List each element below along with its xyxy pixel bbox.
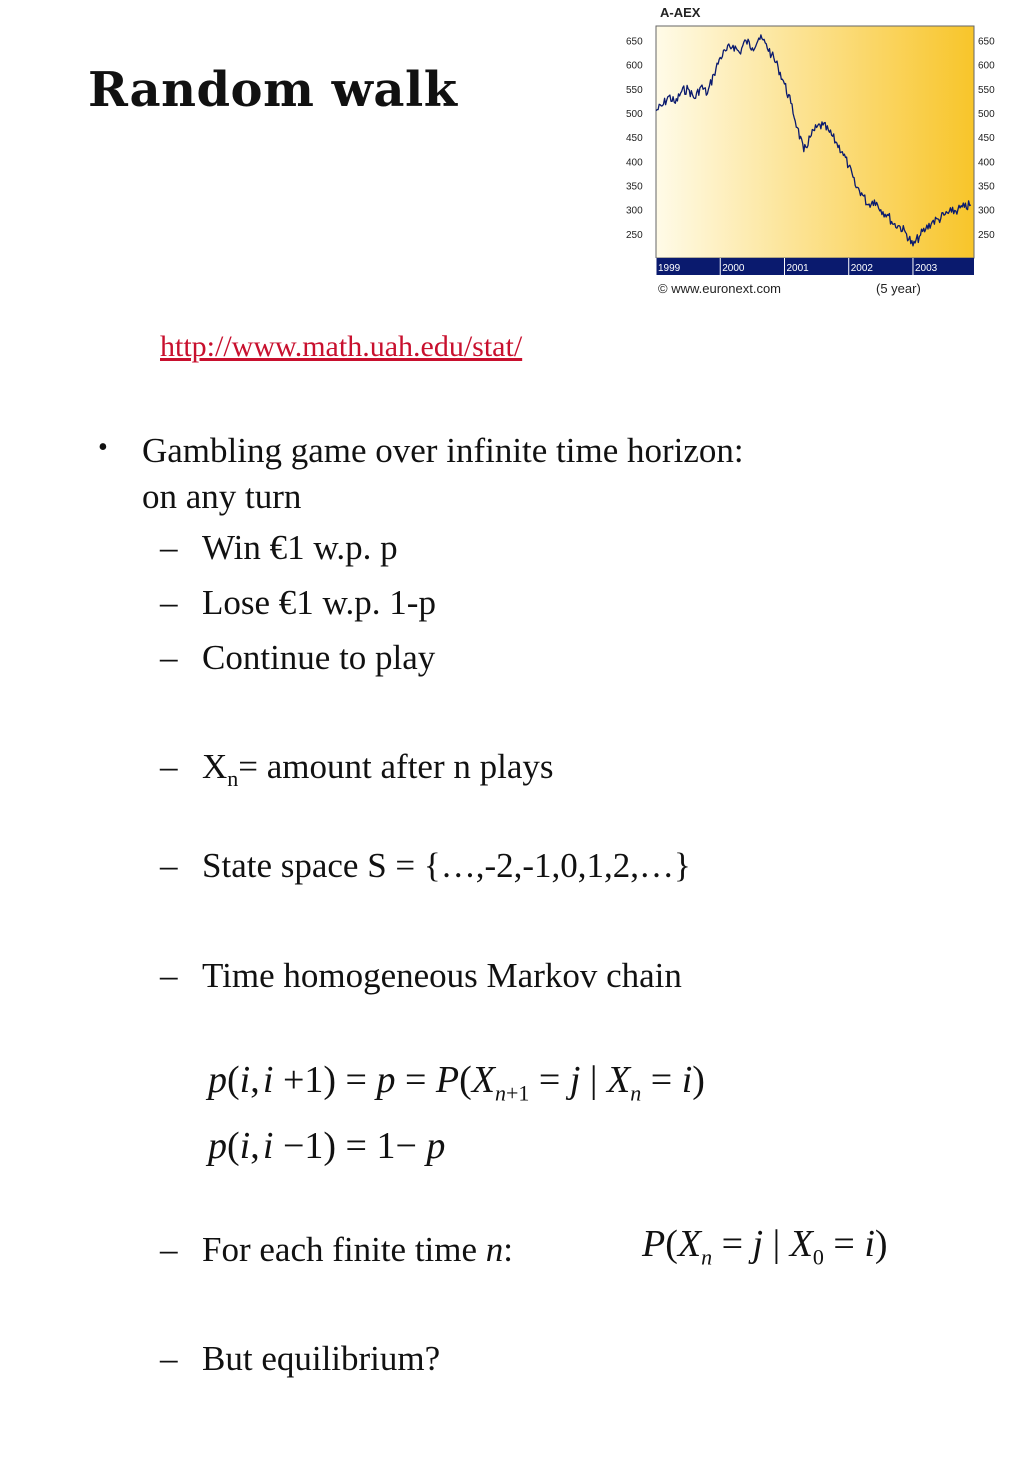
y-tick-label-right: 500 [978, 109, 995, 120]
y-tick-label-right: 350 [978, 181, 995, 193]
dash-marker: – [160, 1339, 178, 1378]
y-tick-label-left: 300 [626, 205, 643, 217]
x-tick-label: 2003 [914, 263, 938, 274]
sub-item-text: Continue to play [202, 638, 436, 677]
chart-footer-source: © www.euronext.com [658, 281, 782, 296]
y-tick-label-right: 300 [978, 205, 995, 217]
plot-area [656, 26, 974, 258]
sub-item-text [202, 747, 554, 792]
y-tick-label-right: 450 [978, 133, 995, 145]
x-tick-label: 2001 [786, 263, 809, 274]
equation-transition-down: p(i, i −1) = 1− p [208, 1125, 446, 1167]
y-tick-label-left: 450 [626, 133, 643, 145]
equation-n-step: $P(X_n = j$ | $X_0 = i$) [642, 1223, 888, 1270]
y-tick-label-right: 650 [978, 36, 995, 48]
xn-definition: = amount after n plays [238, 747, 554, 786]
sub-item-text [202, 1230, 513, 1270]
y-tick-label-right: 250 [978, 229, 995, 241]
dash-marker: – [160, 747, 178, 786]
chart-title: A-AEX [660, 5, 701, 20]
y-tick-label-left: 650 [626, 36, 643, 48]
sub-item-text: Lose €1 w.p. 1-p [202, 583, 436, 622]
sub-item-text: But equilibrium? [202, 1339, 441, 1378]
bullet-main-text [142, 428, 942, 520]
y-tick-label-left: 550 [626, 84, 643, 96]
y-tick-label-left: 350 [626, 181, 643, 193]
xn-variable: X [202, 747, 228, 786]
y-tick-label-left: 500 [626, 109, 643, 120]
dash-marker: – [160, 528, 178, 567]
dash-marker: – [160, 846, 178, 885]
x-tick-label: 2000 [722, 263, 745, 274]
sub-item-text: Win €1 w.p. p [202, 528, 398, 567]
dash-marker: – [160, 638, 178, 677]
dash-marker: – [160, 1230, 178, 1269]
y-tick-label-right: 400 [978, 157, 995, 169]
bullet-line-1: Gambling game over infinite time horizon: [142, 431, 744, 470]
x-tick-label: 1999 [658, 263, 681, 274]
y-tick-label-left: 600 [626, 60, 643, 72]
slide-title: Random walk [88, 62, 458, 118]
y-tick-label-left: 400 [626, 157, 643, 169]
aex-chart [620, 0, 995, 300]
bullet-line-2: on any turn [142, 477, 302, 516]
chart-footer-period: (5 year) [876, 281, 921, 296]
aex-chart-svg [620, 0, 995, 300]
dash-marker: – [160, 583, 178, 622]
equation-transition-up: p(i, $i +1) = p = P(X_{n+1} = j$ | $X_n = i$) [208, 1059, 705, 1106]
dash-marker: – [160, 956, 178, 995]
y-tick-label-left: 250 [626, 229, 643, 241]
sub-item-text: State space S = {…,-2,-1,0,1,2,…} [202, 846, 691, 885]
y-tick-label-right: 550 [978, 84, 995, 96]
finite-time-var: n [485, 1230, 504, 1269]
sub-item-text: Time homogeneous Markov chain [202, 956, 682, 995]
stat-link[interactable]: http://www.math.uah.edu/stat/ [160, 330, 523, 363]
bullet-marker: • [98, 432, 108, 463]
xn-subscript: n [227, 766, 239, 791]
x-tick-label: 2002 [850, 263, 873, 274]
finite-time-text: For each finite time [202, 1230, 486, 1269]
finite-time-colon: : [503, 1230, 514, 1269]
y-tick-label-right: 600 [978, 60, 995, 72]
